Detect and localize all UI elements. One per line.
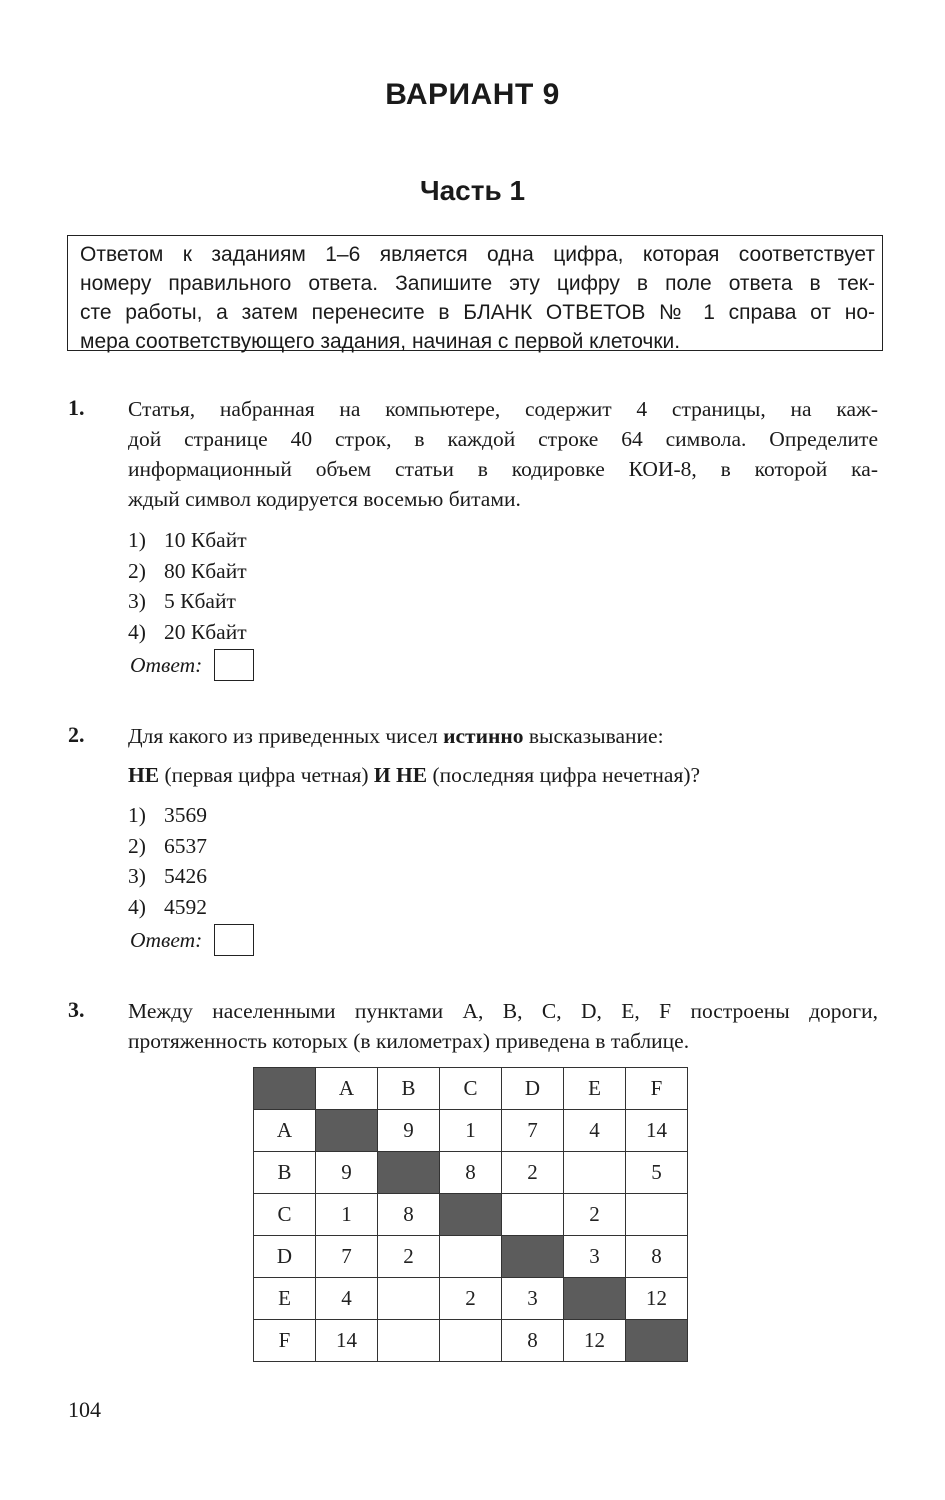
option-item[interactable] bbox=[128, 831, 207, 862]
table-column-header: B bbox=[378, 1068, 440, 1110]
table-row-header: D bbox=[254, 1236, 316, 1278]
table-row bbox=[254, 1110, 688, 1152]
table-cell: 9 bbox=[378, 1110, 440, 1152]
question-line: ждый символ кодируется восемью битами. bbox=[128, 487, 521, 511]
variant-title: ВАРИАНТ 9 bbox=[385, 78, 560, 111]
table-row bbox=[254, 1152, 688, 1194]
table-cell: 1 bbox=[440, 1110, 502, 1152]
instruction-line: номеру правильного ответа. Запишите эту цифру в поле ответа в тек- bbox=[80, 272, 875, 295]
question-2-condition bbox=[128, 763, 700, 788]
question-text-part: высказывание: bbox=[523, 724, 664, 748]
option-text: 80 Кбайт bbox=[164, 558, 247, 583]
table-row bbox=[254, 1194, 688, 1236]
table-cell bbox=[626, 1194, 688, 1236]
table-cell: 4 bbox=[564, 1110, 626, 1152]
table-column-header: C bbox=[440, 1068, 502, 1110]
table-cell bbox=[440, 1320, 502, 1362]
table-cell: 2 bbox=[440, 1278, 502, 1320]
table-cell: 8 bbox=[502, 1320, 564, 1362]
table-cell bbox=[440, 1194, 502, 1236]
option-item[interactable] bbox=[128, 556, 247, 587]
table-row-header: A bbox=[254, 1110, 316, 1152]
question-line: дой странице 40 строк, в каждой строке 64 символа. Определите bbox=[128, 427, 878, 451]
question-text-part: Для какого из приведенных чисел bbox=[128, 724, 444, 748]
option-number: 3) bbox=[128, 589, 146, 613]
table-cell bbox=[378, 1278, 440, 1320]
table-cell: 8 bbox=[440, 1152, 502, 1194]
table-cell: 9 bbox=[316, 1152, 378, 1194]
table-row bbox=[254, 1278, 688, 1320]
option-number: 4) bbox=[128, 619, 146, 644]
condition-part: (последняя цифра нечетная)? bbox=[427, 763, 701, 787]
table-cell: 14 bbox=[316, 1320, 378, 1362]
option-item[interactable] bbox=[128, 617, 247, 648]
table-cell: 12 bbox=[564, 1320, 626, 1362]
question-line: протяженность которых (в километрах) приведена в таблице. bbox=[128, 1029, 690, 1053]
table-cell bbox=[502, 1194, 564, 1236]
table-cell: 8 bbox=[378, 1194, 440, 1236]
condition-operator: И НЕ bbox=[373, 763, 428, 787]
option-text: 4592 bbox=[164, 894, 207, 919]
option-text: 3569 bbox=[164, 803, 207, 827]
question-3-number: 3. bbox=[68, 997, 85, 1022]
table-cell bbox=[378, 1152, 440, 1194]
question-1-answer bbox=[130, 649, 254, 681]
option-text: 5426 bbox=[164, 864, 207, 888]
table-cell: 12 bbox=[626, 1278, 688, 1320]
table-cell bbox=[564, 1152, 626, 1194]
option-number: 1) bbox=[128, 803, 146, 827]
question-2-number: 2. bbox=[68, 722, 85, 747]
option-number: 1) bbox=[128, 528, 146, 552]
part-title: Часть 1 bbox=[419, 175, 526, 206]
question-2-answer bbox=[130, 924, 254, 956]
question-2-text bbox=[128, 721, 878, 751]
table-cell bbox=[626, 1320, 688, 1362]
option-text: 6537 bbox=[164, 833, 207, 858]
table-row bbox=[254, 1236, 688, 1278]
table-cell: 2 bbox=[378, 1236, 440, 1278]
table-cell: 4 bbox=[316, 1278, 378, 1320]
condition-part: (первая цифра четная) bbox=[159, 763, 374, 787]
table-cell bbox=[564, 1278, 626, 1320]
table-column-header: A bbox=[316, 1068, 378, 1110]
table-cell: 1 bbox=[316, 1194, 378, 1236]
table-cell bbox=[502, 1236, 564, 1278]
table-cell: 2 bbox=[502, 1152, 564, 1194]
answer-label: Ответ: bbox=[130, 927, 203, 952]
option-number: 2) bbox=[128, 558, 146, 583]
question-2-options bbox=[128, 800, 207, 922]
question-3-text bbox=[128, 996, 878, 1056]
question-1-number: 1. bbox=[68, 395, 85, 420]
question-line: Между населенными пунктами A, B, C, D, E, F построены дороги, bbox=[128, 999, 878, 1023]
table-cell: 3 bbox=[564, 1236, 626, 1278]
table-header-row bbox=[254, 1068, 688, 1110]
option-item[interactable] bbox=[128, 892, 207, 923]
table-row-header: F bbox=[254, 1320, 316, 1362]
table-cell: 8 bbox=[626, 1236, 688, 1278]
table-cell: 3 bbox=[502, 1278, 564, 1320]
table-row-header: B bbox=[254, 1152, 316, 1194]
table-cell bbox=[440, 1236, 502, 1278]
distance-table bbox=[253, 1067, 688, 1362]
option-text: 5 Кбайт bbox=[164, 589, 236, 613]
option-number: 4) bbox=[128, 894, 146, 919]
table-cell: 14 bbox=[626, 1110, 688, 1152]
table-row-header: E bbox=[254, 1278, 316, 1320]
question-1-text bbox=[128, 394, 878, 514]
option-number: 3) bbox=[128, 864, 146, 888]
instruction-box bbox=[67, 235, 883, 351]
table-row-header: C bbox=[254, 1194, 316, 1236]
table-column-header: E bbox=[564, 1068, 626, 1110]
table-cell: 5 bbox=[626, 1152, 688, 1194]
answer-input[interactable] bbox=[214, 924, 254, 956]
page-number: 104 bbox=[68, 1397, 101, 1422]
question-line: информационный объем статьи в кодировке КОИ-8, в которой ка- bbox=[128, 457, 878, 481]
table-cell: 7 bbox=[502, 1110, 564, 1152]
option-item[interactable] bbox=[128, 800, 207, 831]
table-column-header: F bbox=[626, 1068, 688, 1110]
instruction-line: Ответом к заданиям 1–6 является одна цифра, которая соответствует bbox=[80, 243, 875, 266]
option-text: 10 Кбайт bbox=[164, 528, 247, 552]
condition-operator: НЕ bbox=[128, 763, 160, 787]
option-number: 2) bbox=[128, 833, 146, 858]
table-cell bbox=[378, 1320, 440, 1362]
option-item[interactable] bbox=[128, 525, 247, 556]
question-line: Статья, набранная на компьютере, содержит 4 страницы, на каж- bbox=[128, 397, 878, 421]
instruction-line: сте работы, а затем перенесите в БЛАНК ОТВЕТОВ № 1 справа от но- bbox=[80, 301, 875, 324]
option-item[interactable] bbox=[128, 586, 247, 617]
table-column-header: D bbox=[502, 1068, 564, 1110]
table-row bbox=[254, 1320, 688, 1362]
instruction-line: мера соответствующего задания, начиная с первой клеточки. bbox=[80, 330, 681, 353]
table-cell: 7 bbox=[316, 1236, 378, 1278]
table-cell: 2 bbox=[564, 1194, 626, 1236]
answer-input[interactable] bbox=[214, 649, 254, 681]
option-item[interactable] bbox=[128, 861, 207, 892]
question-text-bold: истинно bbox=[443, 724, 524, 748]
table-corner-cell bbox=[254, 1068, 316, 1110]
answer-label: Ответ: bbox=[130, 652, 203, 677]
option-text: 20 Кбайт bbox=[164, 619, 247, 644]
table-cell bbox=[316, 1110, 378, 1152]
question-1-options bbox=[128, 525, 247, 647]
